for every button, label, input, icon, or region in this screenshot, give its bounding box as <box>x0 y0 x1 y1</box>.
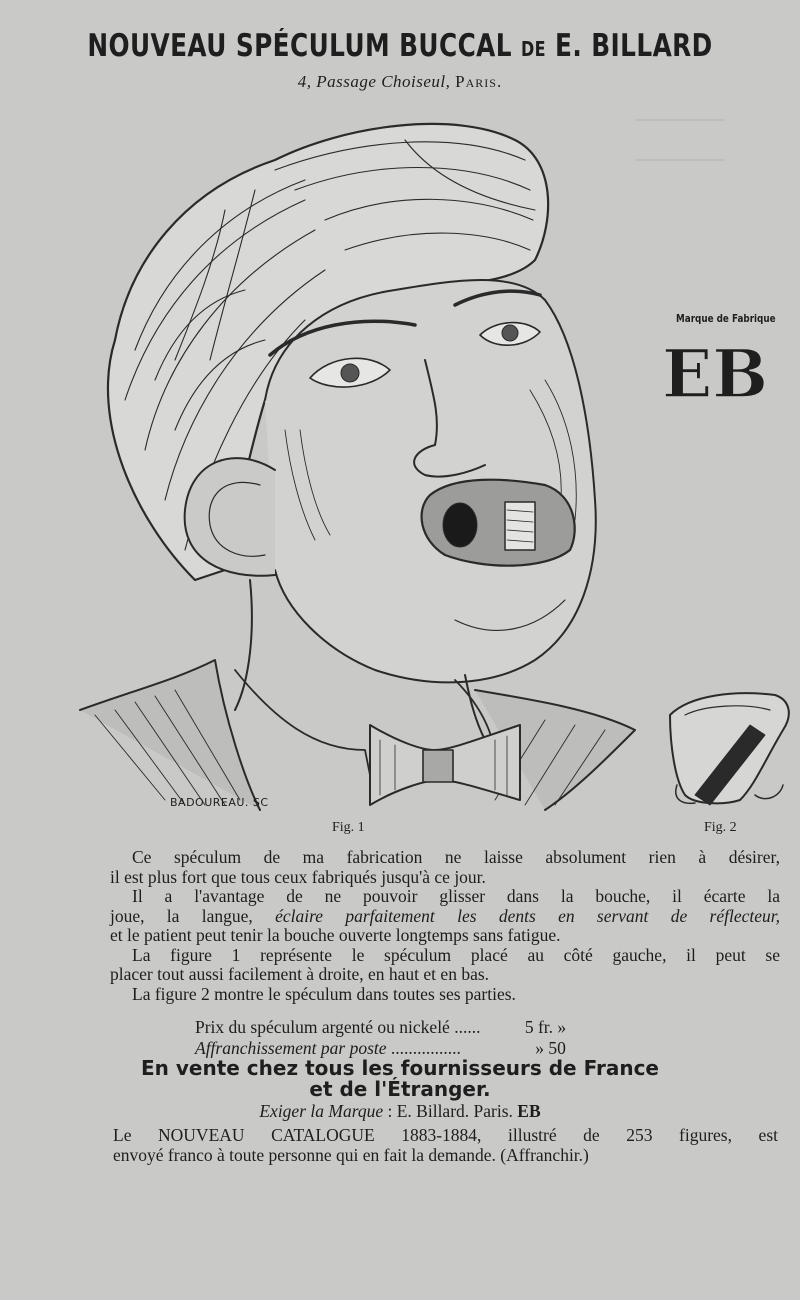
trademark-notice-monogram: EB <box>517 1101 541 1121</box>
trademark-notice-rest: : E. Billard. Paris. <box>387 1101 513 1121</box>
billard-monogram-icon <box>661 335 769 413</box>
engraver-signature: BADOUREAU. SC <box>170 796 269 809</box>
address-city: Paris. <box>455 72 503 91</box>
trademark-notice <box>0 1101 800 1122</box>
p2-line3: et le patient peut tenir la bouche ouverte longtemps sans fatigue. <box>110 925 561 945</box>
p4-line1: La figure 2 montre le spéculum dans toutes ses parties. <box>132 983 516 1004</box>
sale-line-1: En vente chez tous les fournisseurs de France <box>141 1056 659 1080</box>
title-name: E. BILLARD <box>555 28 713 64</box>
p2-line2-b: éclaire parfaitement les dents en servant de réflecteur, <box>275 905 781 926</box>
description-text <box>110 848 780 1004</box>
price-dots-1: ...... <box>454 1017 481 1037</box>
p2-line2-a: joue, la langue, <box>110 905 253 926</box>
address <box>0 72 800 92</box>
price-value-speculum: 5 fr. » <box>524 1017 567 1037</box>
p2-line2 <box>110 907 780 927</box>
catalogue-line2: envoyé franco à toute personne qui en fait la demande. (Affranchir.) <box>113 1145 589 1165</box>
price-value-postage: » 50 <box>535 1038 566 1058</box>
address-street: 4, Passage Choiseul, <box>297 72 451 91</box>
price-row-speculum <box>195 1017 566 1038</box>
p1-line2: il est plus fort que tous ceux fabriqués jusqu'à ce jour. <box>110 866 486 887</box>
p1-line1: Ce spéculum de ma fabrication ne laisse absolument rien à désirer, <box>132 847 780 867</box>
fig2-caption: Fig. 2 <box>704 820 737 835</box>
price-label-postage: Affranchissement par poste <box>195 1038 387 1058</box>
page-title <box>80 28 720 64</box>
title-de: DE <box>521 37 547 61</box>
monogram-letters: EB <box>661 335 769 413</box>
p2-line1: Il a l'avantage de ne pouvoir glisser dans la bouche, il écarte la <box>132 886 780 906</box>
fig1-engraving-illustration <box>75 100 800 845</box>
sale-line-2: et de l'Étranger. <box>309 1077 491 1101</box>
p3-line1: La figure 1 représente le spéculum placé au côté gauche, il peut se <box>132 944 780 965</box>
trademark-notice-italic: Exiger la Marque <box>259 1101 384 1121</box>
title-main: NOUVEAU SPÉCULUM BUCCAL <box>87 28 512 64</box>
price-dots-2: ................ <box>390 1038 461 1058</box>
catalogue-notice <box>113 1125 778 1165</box>
p3-line2: placer tout aussi facilement à droite, en haut et en bas. <box>110 964 490 984</box>
fig2-speculum-drawing <box>670 693 789 805</box>
trademark-label: Marque de Fabrique <box>676 312 776 325</box>
fig1-caption: Fig. 1 <box>332 820 365 835</box>
price-label-speculum: Prix du spéculum argenté ou nickelé <box>195 1017 450 1037</box>
catalogue-line1: Le NOUVEAU CATALOGUE 1883-1884, illustré de 253 figures, est <box>113 1125 778 1145</box>
